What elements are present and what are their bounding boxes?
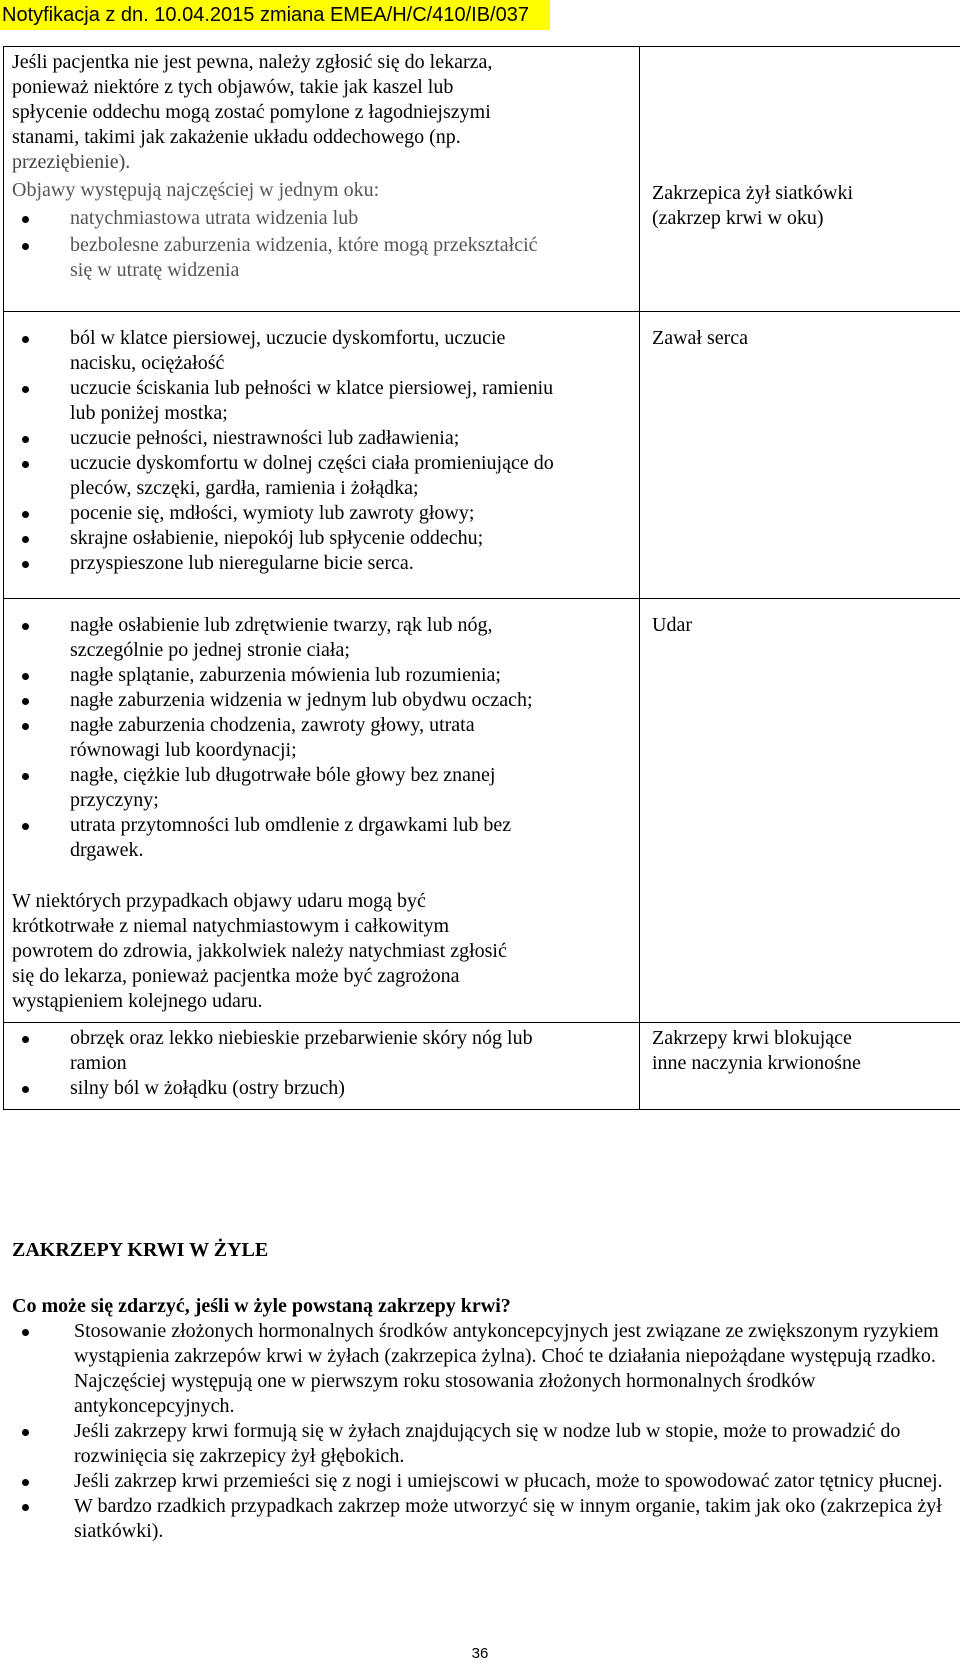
condition-name: Zakrzepica żył siatkówki (652, 182, 854, 204)
list-item: uczucie ściskania lub pełności w klatce piersiowej, ramieniu lub poniżej mostka; (4, 376, 570, 426)
intro-paragraph (4, 50, 639, 175)
condition-name: (zakrzep krwi w oku) (652, 207, 824, 229)
condition-cell (640, 1023, 960, 1110)
bullet-list (12, 1319, 952, 1544)
list-item: ból w klatce piersiowej, uczucie dyskomfortu, uczucie nacisku, ociężałość (4, 326, 570, 376)
stroke-note (4, 889, 639, 1014)
list-item: przyspieszone lub nieregularne bicie serca. (4, 551, 639, 576)
text-line: W niektórych przypadkach objawy udaru mogą być (12, 890, 426, 912)
notification-header: Notyfikacja z dn. 10.04.2015 zmiana EMEA/H/C/410/IB/037 (0, 0, 550, 30)
list-item: skrajne osłabienie, niepokój lub spłycenie oddechu; (4, 526, 639, 551)
condition-cell (640, 312, 960, 599)
list-item: Jeśli zakrzepy krwi formują się w żyłach znajdujących się w nodze lub w stopie, może to prowadzić do rozwinięcia się zakrzepicy żył głębokich. (12, 1419, 952, 1469)
text-line: powrotem do zdrowia, jakkolwiek należy natychmiast zgłosić (12, 940, 507, 962)
symptom-list (4, 613, 639, 863)
list-item: W bardzo rzadkich przypadkach zakrzep może utworzyć się w innym organie, takim jak oko (zakrzepica żył siatkówki). (12, 1494, 952, 1544)
symptoms-cell (4, 47, 640, 312)
list-item: uczucie pełności, niestrawności lub zadławienia; (4, 426, 639, 451)
list-item: nagłe zaburzenia chodzenia, zawroty głowy, utrata równowagi lub koordynacji; (4, 713, 550, 763)
condition-cell (640, 47, 960, 312)
symptoms-cell (4, 599, 640, 1023)
text-line: wystąpieniem kolejnego udaru. (12, 990, 263, 1012)
list-item: nagłe, ciężkie lub długotrwałe bóle głowy bez znanej przyczyny; (4, 763, 560, 813)
symptoms-cell (4, 312, 640, 599)
list-item: bezbolesne zaburzenia widzenia, które mogą przekształcić się w utratę widzenia (4, 233, 540, 283)
text-line: Jeśli pacjentka nie jest pewna, należy zgłosić się do lekarza, (12, 51, 493, 73)
condition-name: Zawał serca (652, 327, 749, 349)
text-line: spłycenie oddechu mogą zostać pomylone z łagodniejszymi (12, 101, 491, 123)
text-line: ponieważ niektóre z tych objawów, takie jak kaszel lub (12, 76, 454, 98)
section-heading: ZAKRZEPY KRWI W ŻYLE (12, 1239, 269, 1261)
page-number: 36 (471, 1645, 489, 1662)
lead-text: Objawy występują najczęściej w jednym oku: (12, 179, 380, 201)
list-item: Jeśli zakrzep krwi przemieści się z nogi i umiejscowi w płucach, może to spowodować zator tętnicy płucnej. (12, 1469, 952, 1494)
vein-clots-section (12, 1319, 952, 1544)
list-item: utrata przytomności lub omdlenie z drgawkami lub bez drgawek. (4, 813, 580, 863)
table-row (4, 1023, 960, 1110)
section-question: Co może się zdarzyć, jeśli w żyle powstaną zakrzepy krwi? (12, 1295, 511, 1317)
list-item: obrzęk oraz lekko niebieskie przebarwienie skóry nóg lub ramion (4, 1026, 570, 1076)
symptom-list (4, 1026, 639, 1101)
condition-name: inne naczynia krwionośne (652, 1052, 861, 1074)
table-row (4, 47, 960, 312)
list-item: nagłe splątanie, zaburzenia mówienia lub rozumienia; (4, 663, 639, 688)
text-line: przeziębienie). (12, 151, 131, 173)
list-item: Stosowanie złożonych hormonalnych środków antykoncepcyjnych jest związane ze zwiększonym ryzykiem wystąpienia zakrzepów krwi w żyłach (zakrzepica żylna). Choć te działania niepożądane występują rzadko. Najczęściej występują one w pierwszym roku stosowania złożonych hormonalnych środków antykoncepcyjnych. (12, 1319, 952, 1419)
condition-cell (640, 599, 960, 1023)
list-item: natychmiastowa utrata widzenia lub (4, 206, 639, 231)
text-line: krótkotrwałe z niemal natychmiastowym i całkowitym (12, 915, 450, 937)
list-item: nagłe osłabienie lub zdrętwienie twarzy, rąk lub nóg, szczególnie po jednej stronie ciała; (4, 613, 570, 663)
list-item: nagłe zaburzenia widzenia w jednym lub obydwu oczach; (4, 688, 540, 713)
symptoms-cell (4, 1023, 640, 1110)
symptom-list (4, 326, 639, 576)
text-line: stanami, takimi jak zakażenie układu oddechowego (np. (12, 126, 461, 148)
condition-name: Udar (652, 614, 692, 636)
list-item: pocenie się, mdłości, wymioty lub zawroty głowy; (4, 501, 639, 526)
symptoms-table (3, 46, 960, 1110)
table-row (4, 312, 960, 599)
list-item: silny ból w żołądku (ostry brzuch) (4, 1076, 639, 1101)
table-row (4, 599, 960, 1023)
text-line: się do lekarza, ponieważ pacjentka może być zagrożona (12, 965, 460, 987)
list-item: uczucie dyskomfortu w dolnej części ciała promieniujące do pleców, szczęki, gardła, ramienia i żołądka; (4, 451, 610, 501)
symptom-list (4, 206, 639, 283)
condition-name: Zakrzepy krwi blokujące (652, 1027, 852, 1049)
